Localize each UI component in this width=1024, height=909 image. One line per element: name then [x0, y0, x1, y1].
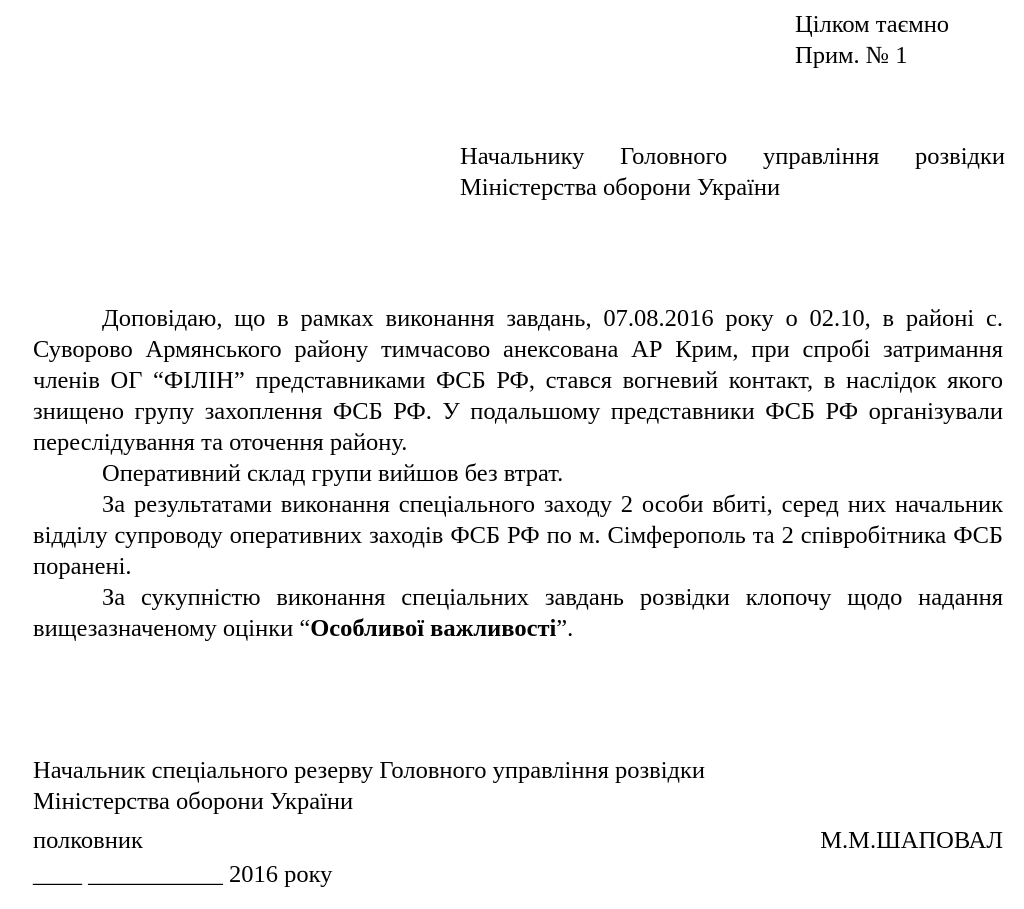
paragraph-4-end: ”.	[556, 615, 574, 642]
signer-title-line-2: Міністерства оборони України	[33, 788, 354, 815]
paragraph-3: За результатами виконання спеціального заходу 2 особи вбиті, серед них начальник відділу супроводу оперативних заходів ФСБ РФ по м. Сімферополь та 2 співробітника ФСБ поранені.	[33, 491, 1003, 580]
classification-block	[795, 9, 1015, 71]
secrecy-label: Цілком таємно	[795, 11, 950, 38]
signer-title-line-1: Начальник спеціального резерву Головного управління розвідки	[33, 757, 705, 784]
addressee-line-1: Начальнику Головного управління розвідки	[460, 143, 1005, 170]
addressee-block	[460, 141, 1005, 203]
date-line: ____ ___________ 2016 року	[33, 861, 333, 888]
paragraph-4-start: За сукупністю виконання спеціальних завдань розвідки клопочу щодо надання вищезазначеному оцінки “	[33, 584, 1003, 642]
paragraph-1: Доповідаю, що в рамках виконання завдань, 07.08.2016 року о 02.10, в районі с. Суворово Армянського району тимчасово анексована АР Крим, при спробі затримання членів ОГ “ФІЛІН” представниками ФСБ РФ, стався вогневий контакт, в наслідок якого знищено групу захоплення ФСБ РФ. У подальшому представники ФСБ РФ організували переслідування та оточення району.	[33, 305, 1003, 456]
paragraph-4	[33, 582, 1003, 644]
paragraph-2: Оперативний склад групи вийшов без втрат.	[102, 460, 564, 487]
rank-name-row	[33, 825, 1003, 856]
copy-number: Прим. № 1	[795, 42, 908, 69]
signature-block	[33, 755, 1003, 890]
report-body	[33, 303, 1003, 644]
addressee-line-2: Міністерства оборони України	[460, 174, 781, 201]
signer-name: М.М.ШАПОВАЛ	[820, 827, 1003, 854]
importance-rating: Особливої важливості	[310, 615, 557, 642]
signer-rank: полковник	[33, 827, 143, 854]
